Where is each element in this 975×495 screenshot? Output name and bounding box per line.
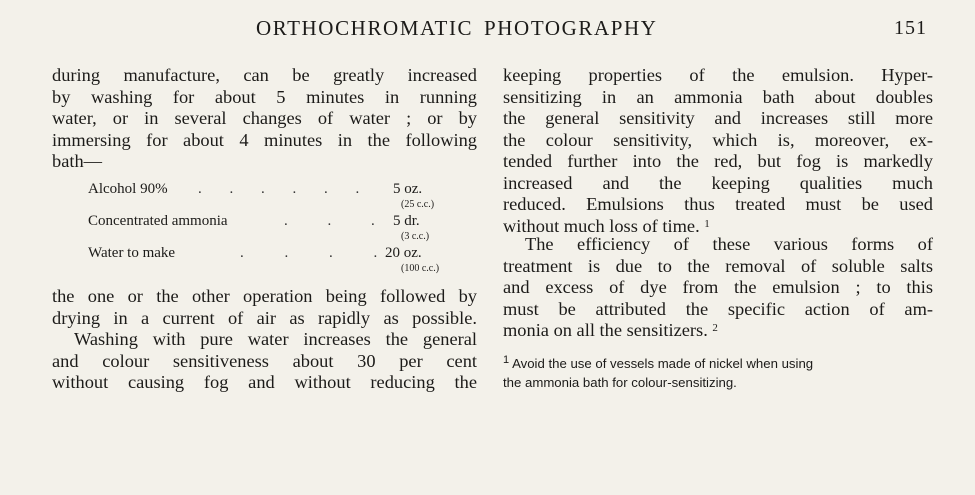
recipe-metric: (3 c.c.) xyxy=(401,231,430,242)
recipe-quantity: 5 dr. xyxy=(393,213,420,229)
right-column-paragraph-2 xyxy=(503,234,933,342)
text-line: sensitizing in an ammonia bath about doubles xyxy=(503,86,933,107)
footnote-reference[interactable]: 2 xyxy=(712,322,718,334)
footnote-line xyxy=(503,355,928,374)
footnote-marker: 1 xyxy=(503,354,510,366)
footnote-line: the ammonia bath for colour-sensitizing. xyxy=(503,374,737,390)
recipe-metric: (25 c.c.) xyxy=(401,199,435,210)
text-line: and excess of dye from the emulsion ; to this xyxy=(503,277,933,297)
recipe-ingredient: Concentrated ammonia xyxy=(88,213,228,229)
text-line: treatment is due to the removal of soluble salts xyxy=(503,255,933,276)
text-line: tended further into the red, but fog is markedly xyxy=(503,151,933,171)
recipe-leader-dots: . . . . xyxy=(240,245,378,261)
text-line: during manufacture, can be greatly increased xyxy=(52,65,477,85)
right-column-paragraph-1 xyxy=(503,65,933,237)
recipe-metric: (100 c.c.) xyxy=(401,263,440,274)
text-line: The efficiency of these various forms of xyxy=(525,234,933,254)
recipe-leader-dots: . . . . . . xyxy=(198,181,360,197)
text-line: reduced. Emulsions thus treated must be used xyxy=(503,194,933,214)
text-line: without causing fog and without reducing the xyxy=(52,372,477,392)
text-line: immersing for about 4 minutes in the following xyxy=(52,129,477,150)
recipe-quantity: 20 oz. xyxy=(385,245,422,261)
page-number: 151 xyxy=(894,17,927,39)
text-line: the general sensitivity and increases still more xyxy=(503,108,933,128)
left-column-paragraph-2 xyxy=(52,286,477,394)
running-title: ORTHOCHROMATIC PHOTOGRAPHY xyxy=(256,16,658,40)
recipe-row xyxy=(88,213,468,245)
recipe-ingredient: Alcohol 90% xyxy=(88,181,168,197)
recipe-row xyxy=(88,245,468,277)
footnote xyxy=(503,355,928,392)
footnote-reference[interactable]: 1 xyxy=(704,217,710,230)
text-line-content: without much loss of time. xyxy=(503,215,700,236)
recipe-leader-dots: . . . xyxy=(284,213,375,229)
text-line: the colour sensitivity, which is, moreover, ex- xyxy=(503,129,933,150)
text-line: must be attributed the specific action of am- xyxy=(503,298,933,319)
text-line: increased and the keeping qualities much xyxy=(503,172,933,193)
recipe-table xyxy=(88,181,468,277)
text-line: keeping properties of the emulsion. Hyper- xyxy=(503,65,933,85)
text-line xyxy=(503,320,933,342)
text-line: bath— xyxy=(52,151,103,171)
recipe-quantity: 5 oz. xyxy=(393,181,423,197)
text-line: and colour sensitiveness about 30 per cent xyxy=(52,350,477,371)
text-line: Washing with pure water increases the general xyxy=(74,329,477,349)
recipe-ingredient: Water to make xyxy=(88,245,176,261)
text-line-content: monia on all the sensitizers. xyxy=(503,320,708,340)
text-line: the one or the other operation being followed by xyxy=(52,286,477,306)
recipe-row xyxy=(88,181,468,213)
text-line: by washing for about 5 minutes in running xyxy=(52,86,477,107)
text-line: water, or in several changes of water ; or by xyxy=(52,108,477,128)
left-column-paragraph-1 xyxy=(52,65,477,173)
footnote-text: Avoid the use of vessels made of nickel when using xyxy=(512,356,814,371)
text-line: drying in a current of air as rapidly as possible. xyxy=(52,307,477,328)
